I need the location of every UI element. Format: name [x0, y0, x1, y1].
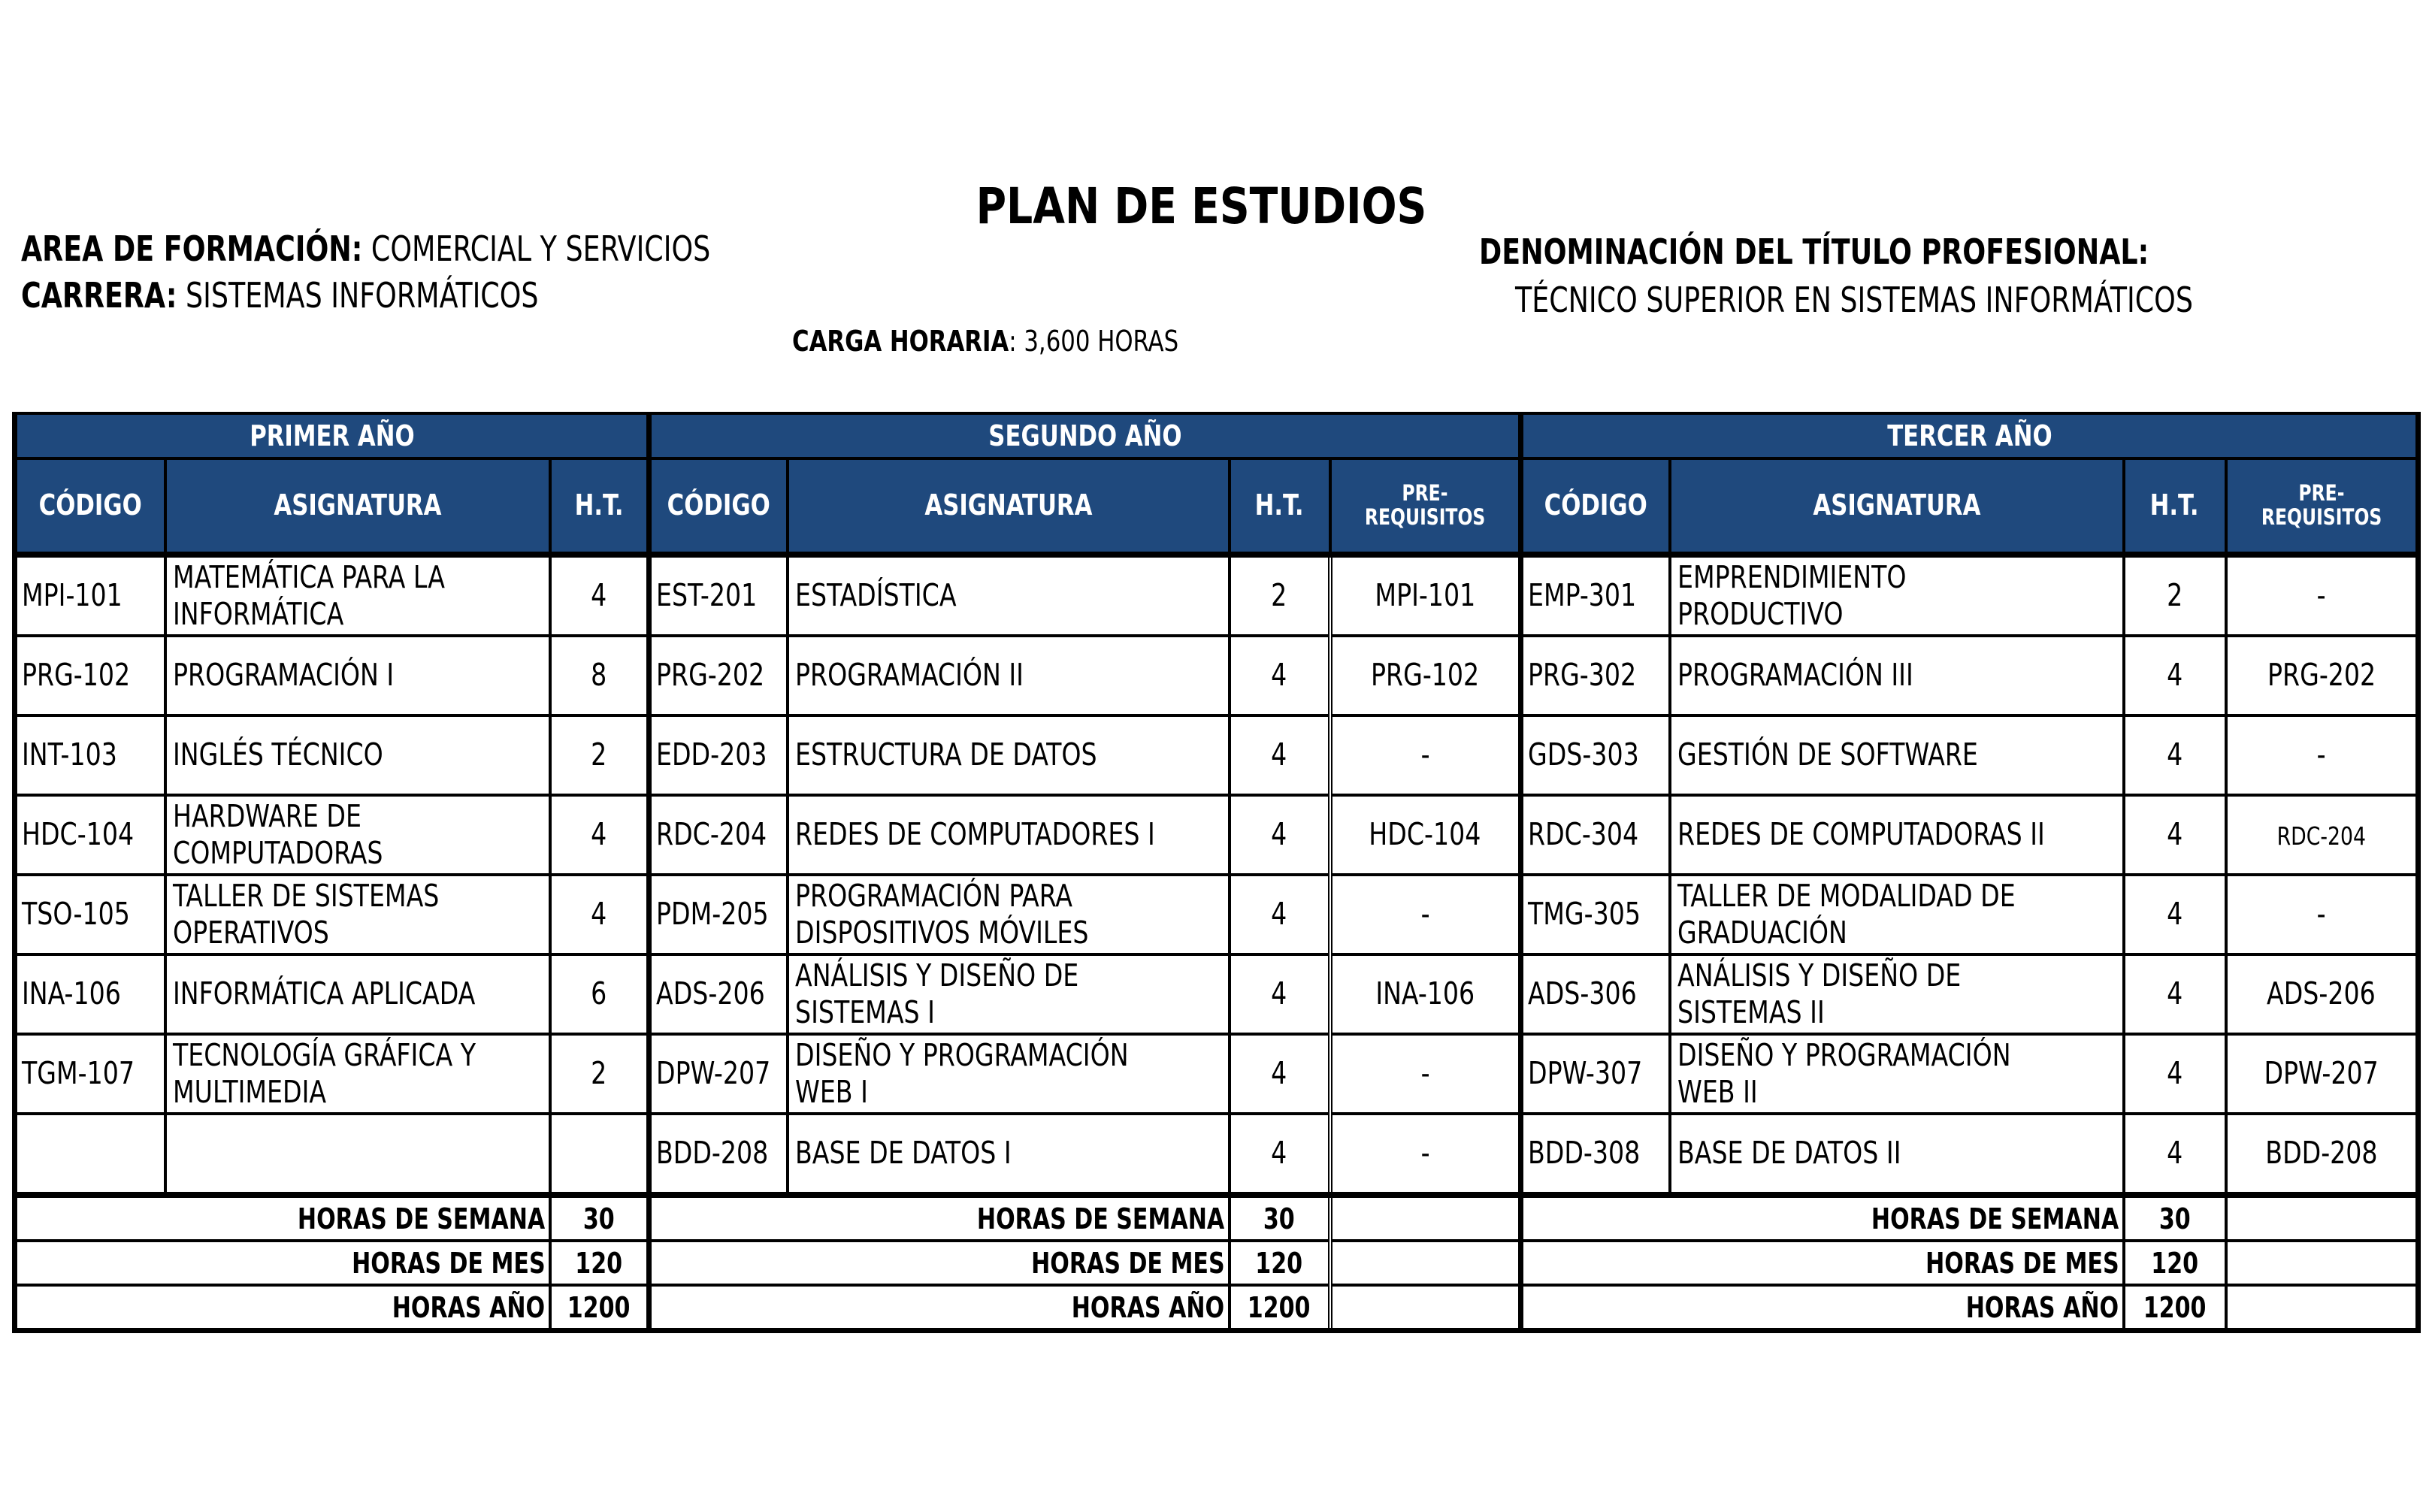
course-code [15, 795, 165, 875]
course-subject [788, 1114, 1230, 1195]
course-subject [788, 555, 1230, 636]
totals-value [550, 1285, 649, 1331]
course-hours [2124, 875, 2226, 954]
col-label-line2: REQUISITOS [1364, 504, 1485, 530]
area-value: COMERCIAL Y SERVICIOS [371, 228, 711, 269]
course-hours-text: 4 [1271, 736, 1287, 773]
course-subject-line: ESTRUCTURA DE DATOS [794, 736, 1097, 773]
course-subject-line: INGLÉS TÉCNICO [172, 736, 383, 773]
totals-label-text: HORAS DE MES [1030, 1246, 1225, 1280]
course-hours-text: 4 [591, 577, 607, 614]
totals-empty-cell [2226, 1241, 2418, 1285]
course-prerequisite [1330, 1114, 1521, 1195]
course-subject-line: OPERATIVOS [172, 915, 329, 951]
course-subject-line: ESTADÍSTICA [794, 577, 957, 614]
carga-value: : 3,600 HORAS [1009, 325, 1179, 358]
course-code [649, 954, 788, 1034]
course-subject [1670, 875, 2124, 954]
course-prerequisite [2226, 715, 2418, 795]
totals-empty-cell [1330, 1241, 1521, 1285]
course-code-text: HDC-104 [22, 816, 135, 853]
col-header-codigo [15, 458, 165, 555]
totals-label-text: HORAS DE SEMANA [977, 1202, 1225, 1235]
course-subject-line: GRADUACIÓN [1677, 915, 1847, 951]
course-code-text: RDC-304 [1528, 816, 1639, 853]
totals-label [649, 1285, 1230, 1331]
course-subject-line: TALLER DE MODALIDAD DE [1677, 877, 2016, 914]
course-hours [2124, 795, 2226, 875]
course-subject [165, 954, 550, 1034]
course-code-text: RDC-204 [656, 816, 767, 853]
course-code-text: DPW-307 [1528, 1055, 1643, 1092]
course-code-text: BDD-208 [656, 1135, 769, 1172]
totals-value-text: 30 [1263, 1202, 1295, 1235]
col-label: CÓDIGO [38, 488, 142, 522]
totals-label [1521, 1285, 2124, 1331]
table-row [15, 1114, 2418, 1195]
course-code [15, 715, 165, 795]
course-code-text: TMG-305 [1528, 896, 1641, 933]
col-header-codigo [649, 458, 788, 555]
totals-label [649, 1195, 1230, 1241]
col-label-line1: PRE- [1402, 480, 1448, 507]
course-subject [165, 875, 550, 954]
totals-value-text: 30 [2158, 1202, 2191, 1235]
subjects-body [15, 555, 2418, 1195]
col-header-prerequisitos [2226, 458, 2418, 555]
course-code [649, 1034, 788, 1114]
course-code-text: PRG-202 [656, 657, 765, 694]
course-subject-line: SISTEMAS II [1677, 994, 1825, 1030]
totals-label-text: HORAS DE MES [351, 1246, 546, 1280]
course-code [1521, 555, 1670, 636]
totals-row [15, 1195, 2418, 1241]
course-hours-text: 4 [2166, 975, 2183, 1012]
carrera [21, 275, 539, 316]
course-code-text: TSO-105 [22, 896, 130, 933]
course-hours-text: 4 [2166, 657, 2183, 694]
course-hours [2124, 1114, 2226, 1195]
col-header-asignatura [788, 458, 1230, 555]
course-code [1521, 1034, 1670, 1114]
course-code [649, 555, 788, 636]
course-code-text: GDS-303 [1528, 736, 1639, 773]
totals-empty-cell [1330, 1195, 1521, 1241]
course-subject [788, 636, 1230, 715]
study-plan-table [12, 412, 2421, 1333]
course-prerequisite-text: - [1420, 1135, 1430, 1172]
col-header-codigo [1521, 458, 1670, 555]
course-prerequisite [2226, 555, 2418, 636]
course-subject-line: PROGRAMACIÓN III [1677, 657, 1913, 694]
course-hours [2124, 715, 2226, 795]
course-subject-line: REDES DE COMPUTADORAS II [1677, 816, 2045, 853]
totals-label [15, 1195, 550, 1241]
table-row [15, 636, 2418, 715]
totals-label [15, 1241, 550, 1285]
table-row [15, 555, 2418, 636]
course-hours [1230, 555, 1330, 636]
course-subject [165, 795, 550, 875]
year-header-segundo [649, 413, 1521, 458]
course-subject-line: MATEMÁTICA PARA LA [172, 558, 445, 595]
course-code [1521, 1114, 1670, 1195]
totals-label-text: HORAS AÑO [392, 1290, 546, 1324]
course-prerequisite [2226, 795, 2418, 875]
course-prerequisite [1330, 636, 1521, 715]
course-hours [1230, 1034, 1330, 1114]
course-prerequisite-text: - [1420, 1055, 1430, 1092]
column-header-row [15, 458, 2418, 555]
course-prerequisite-text: - [2316, 577, 2326, 614]
course-subject-line: MULTIMEDIA [172, 1074, 326, 1110]
col-header-asignatura [165, 458, 550, 555]
course-code-text: EST-201 [656, 577, 758, 614]
carrera-value: SISTEMAS INFORMÁTICOS [186, 275, 539, 316]
totals-label [1521, 1241, 2124, 1285]
course-subject-line: DISEÑO Y PROGRAMACIÓN [794, 1036, 1129, 1073]
col-label-line1: PRE- [2298, 480, 2345, 507]
titulo-profesional-label [1479, 231, 2149, 272]
col-label: ASIGNATURA [924, 488, 1093, 522]
course-subject [1670, 954, 2124, 1034]
course-hours [550, 636, 649, 715]
course-hours-text: 4 [591, 816, 607, 853]
titulo-label-text: DENOMINACIÓN DEL TÍTULO PROFESIONAL: [1479, 231, 2149, 272]
course-subject [1670, 1034, 2124, 1114]
totals-value-text: 120 [1255, 1246, 1303, 1280]
col-label: CÓDIGO [667, 488, 770, 522]
col-header-asignatura [1670, 458, 2124, 555]
course-code [649, 715, 788, 795]
course-code-text: ADS-306 [1528, 975, 1637, 1012]
course-subject [165, 1034, 550, 1114]
course-code [1521, 954, 1670, 1034]
course-subject-line: ANÁLISIS Y DISEÑO DE [1677, 957, 1961, 993]
course-subject [788, 1034, 1230, 1114]
totals-label-text: HORAS DE MES [1925, 1246, 2119, 1280]
course-subject-line: TECNOLOGÍA GRÁFICA Y [172, 1036, 476, 1073]
titulo-profesional-value [1515, 280, 2193, 320]
course-subject [165, 636, 550, 715]
course-prerequisite-text: MPI-101 [1375, 577, 1476, 614]
course-code-text: ADS-206 [656, 975, 765, 1012]
col-header-ht [1230, 458, 1330, 555]
course-hours-text: 4 [591, 896, 607, 933]
course-subject-line: PROGRAMACIÓN PARA [794, 877, 1072, 914]
table-row [15, 954, 2418, 1034]
course-hours-text: 4 [2166, 896, 2183, 933]
course-prerequisite-text: DPW-207 [2264, 1055, 2379, 1092]
course-hours-text: 2 [2166, 577, 2183, 614]
course-subject [165, 1114, 550, 1195]
course-prerequisite-text: HDC-104 [1369, 816, 1481, 853]
course-prerequisite [1330, 715, 1521, 795]
course-subject-line: REDES DE COMPUTADORES I [794, 816, 1155, 853]
course-subject-line: WEB II [1677, 1074, 1758, 1110]
course-hours [1230, 954, 1330, 1034]
totals-row [15, 1285, 2418, 1331]
totals-value-text: 1200 [2143, 1290, 2207, 1324]
course-prerequisite [2226, 875, 2418, 954]
course-subject-line: EMPRENDIMIENTO [1677, 558, 1906, 595]
course-code [15, 555, 165, 636]
year-header-primer [15, 413, 649, 458]
course-subject [165, 555, 550, 636]
course-hours [1230, 636, 1330, 715]
course-subject [788, 715, 1230, 795]
carga-label: CARGA HORARIA [792, 325, 1009, 358]
course-prerequisite [1330, 954, 1521, 1034]
year-label: SEGUNDO AÑO [988, 419, 1182, 452]
col-header-prerequisitos [1330, 458, 1521, 555]
totals-value [1230, 1195, 1330, 1241]
course-subject-line: BASE DE DATOS I [794, 1135, 1012, 1172]
course-code-text: TGM-107 [22, 1055, 135, 1092]
totals-label [15, 1285, 550, 1331]
year-label: TERCER AÑO [1886, 419, 2052, 452]
table-row [15, 1034, 2418, 1114]
totals-label-text: HORAS DE SEMANA [1871, 1202, 2119, 1235]
page-title-text: PLAN DE ESTUDIOS [976, 177, 1426, 235]
course-subject [165, 715, 550, 795]
course-hours-text: 2 [1271, 577, 1287, 614]
col-label: ASIGNATURA [273, 488, 442, 522]
course-hours [550, 954, 649, 1034]
course-subject-line: BASE DE DATOS II [1677, 1135, 1901, 1172]
course-code-text: PDM-205 [656, 896, 769, 933]
course-subject [788, 954, 1230, 1034]
course-code [1521, 875, 1670, 954]
course-prerequisite-text: PRG-102 [1371, 657, 1480, 694]
col-label: H.T. [2150, 488, 2199, 522]
course-hours-text: 8 [591, 657, 607, 694]
course-hours-text: 2 [591, 736, 607, 773]
course-subject [1670, 1114, 2124, 1195]
course-hours [1230, 795, 1330, 875]
course-prerequisite-text: INA-106 [1375, 975, 1475, 1012]
course-hours [550, 795, 649, 875]
course-prerequisite [1330, 795, 1521, 875]
course-subject [1670, 555, 2124, 636]
carrera-label: CARRERA: [21, 275, 177, 316]
course-hours [2124, 954, 2226, 1034]
course-hours [2124, 1034, 2226, 1114]
course-prerequisite [2226, 636, 2418, 715]
course-hours [1230, 715, 1330, 795]
course-hours-text: 6 [591, 975, 607, 1012]
course-hours [2124, 636, 2226, 715]
course-prerequisite-text: - [2316, 896, 2326, 933]
course-hours-text: 4 [1271, 1135, 1287, 1172]
area-label: AREA DE FORMACIÓN: [21, 228, 363, 269]
course-subject [1670, 795, 2124, 875]
course-code-text: DPW-207 [656, 1055, 771, 1092]
totals-value [2124, 1241, 2226, 1285]
course-hours [1230, 875, 1330, 954]
course-hours [550, 875, 649, 954]
course-hours [550, 715, 649, 795]
course-subject [788, 875, 1230, 954]
course-subject-line: WEB I [794, 1074, 868, 1110]
course-code [649, 636, 788, 715]
course-prerequisite-text: PRG-202 [2267, 657, 2376, 694]
course-subject-line: INFORMÁTICA [172, 596, 343, 632]
course-code-text: PRG-102 [22, 657, 131, 694]
totals-value [2124, 1195, 2226, 1241]
course-code [15, 1114, 165, 1195]
course-prerequisite-text: - [1420, 736, 1430, 773]
course-hours-text: 4 [2166, 1055, 2183, 1092]
course-code-text: INT-103 [22, 736, 117, 773]
col-label: ASIGNATURA [1812, 488, 1981, 522]
course-subject-line: SISTEMAS I [794, 994, 935, 1030]
course-code [15, 875, 165, 954]
course-code-text: EDD-203 [656, 736, 767, 773]
totals-value [550, 1195, 649, 1241]
course-code [15, 954, 165, 1034]
totals-row [15, 1241, 2418, 1285]
course-code-text: EMP-301 [1528, 577, 1637, 614]
course-prerequisite [2226, 1034, 2418, 1114]
course-code [1521, 636, 1670, 715]
course-hours-text: 4 [1271, 896, 1287, 933]
course-hours-text: 4 [2166, 736, 2183, 773]
course-subject-line: INFORMÁTICA APLICADA [172, 975, 475, 1012]
totals-value-text: 120 [2151, 1246, 2198, 1280]
totals-label [1521, 1195, 2124, 1241]
totals-empty-cell [1330, 1285, 1521, 1331]
course-subject-line: PROGRAMACIÓN II [794, 657, 1024, 694]
course-hours [550, 555, 649, 636]
course-subject-line: HARDWARE DE [172, 797, 361, 834]
course-subject [1670, 715, 2124, 795]
course-subject-line: GESTIÓN DE SOFTWARE [1677, 736, 1978, 773]
col-header-ht [2124, 458, 2226, 555]
year-header-tercer [1521, 413, 2418, 458]
course-prerequisite [1330, 875, 1521, 954]
course-code [649, 875, 788, 954]
course-hours-text: 4 [1271, 1055, 1287, 1092]
titulo-value-text: TÉCNICO SUPERIOR EN SISTEMAS INFORMÁTICOS [1515, 280, 2193, 320]
totals-value [2124, 1285, 2226, 1331]
course-subject-line: TALLER DE SISTEMAS [172, 877, 439, 914]
course-code [15, 1034, 165, 1114]
totals-value-text: 120 [575, 1246, 623, 1280]
area-formacion [21, 228, 710, 269]
course-hours-text: 4 [1271, 657, 1287, 694]
course-prerequisite [2226, 1114, 2418, 1195]
course-subject [1670, 636, 2124, 715]
col-header-ht [550, 458, 649, 555]
course-prerequisite [2226, 954, 2418, 1034]
course-code [649, 795, 788, 875]
course-hours-text: 4 [1271, 816, 1287, 853]
totals-value [1230, 1285, 1330, 1331]
course-subject-line: PROGRAMACIÓN I [172, 657, 394, 694]
totals-label [649, 1241, 1230, 1285]
course-subject-line: PRODUCTIVO [1677, 596, 1843, 632]
course-hours [550, 1114, 649, 1195]
course-subject-line: DISEÑO Y PROGRAMACIÓN [1677, 1036, 2011, 1073]
course-code-text: MPI-101 [22, 577, 123, 614]
course-hours-text: 4 [2166, 1135, 2183, 1172]
totals-value-text: 1200 [567, 1290, 631, 1324]
totals-value-text: 1200 [1248, 1290, 1311, 1324]
course-subject-line: COMPUTADORAS [172, 835, 383, 871]
table-row [15, 795, 2418, 875]
course-code-text: BDD-308 [1528, 1135, 1641, 1172]
course-code-text: PRG-302 [1528, 657, 1637, 694]
totals-body [15, 1195, 2418, 1331]
course-code [1521, 715, 1670, 795]
course-prerequisite-text: - [2316, 736, 2326, 773]
course-prerequisite-text: ADS-206 [2267, 975, 2376, 1012]
totals-empty-cell [2226, 1285, 2418, 1331]
totals-label-text: HORAS AÑO [1072, 1290, 1225, 1324]
totals-value [550, 1241, 649, 1285]
table-row [15, 875, 2418, 954]
col-label-line2: REQUISITOS [2261, 504, 2382, 530]
course-prerequisite-text: RDC-204 [2276, 821, 2366, 851]
totals-value-text: 30 [582, 1202, 615, 1235]
course-code [1521, 795, 1670, 875]
col-label: H.T. [574, 488, 624, 522]
course-hours [2124, 555, 2226, 636]
course-hours [550, 1034, 649, 1114]
carga-horaria [792, 325, 1178, 358]
col-label: CÓDIGO [1544, 488, 1647, 522]
course-hours-text: 4 [1271, 975, 1287, 1012]
totals-value [1230, 1241, 1330, 1285]
course-hours-text: 4 [2166, 816, 2183, 853]
course-prerequisite-text: - [1420, 896, 1430, 933]
col-label: H.T. [1255, 488, 1304, 522]
course-subject-line: ANÁLISIS Y DISEÑO DE [794, 957, 1078, 993]
course-code [15, 636, 165, 715]
course-prerequisite [1330, 555, 1521, 636]
totals-empty-cell [2226, 1195, 2418, 1241]
course-code-text: INA-106 [22, 975, 121, 1012]
table-row [15, 715, 2418, 795]
course-prerequisite-text: BDD-208 [2265, 1135, 2378, 1172]
course-prerequisite [1330, 1034, 1521, 1114]
course-code [649, 1114, 788, 1195]
totals-label-text: HORAS AÑO [1966, 1290, 2119, 1324]
course-subject-line: DISPOSITIVOS MÓVILES [794, 915, 1088, 951]
year-header-row [15, 413, 2418, 458]
page-title [0, 177, 2423, 235]
course-hours [1230, 1114, 1330, 1195]
course-subject [788, 795, 1230, 875]
course-hours-text: 2 [591, 1055, 607, 1092]
totals-label-text: HORAS DE SEMANA [298, 1202, 546, 1235]
year-label: PRIMER AÑO [249, 419, 415, 452]
